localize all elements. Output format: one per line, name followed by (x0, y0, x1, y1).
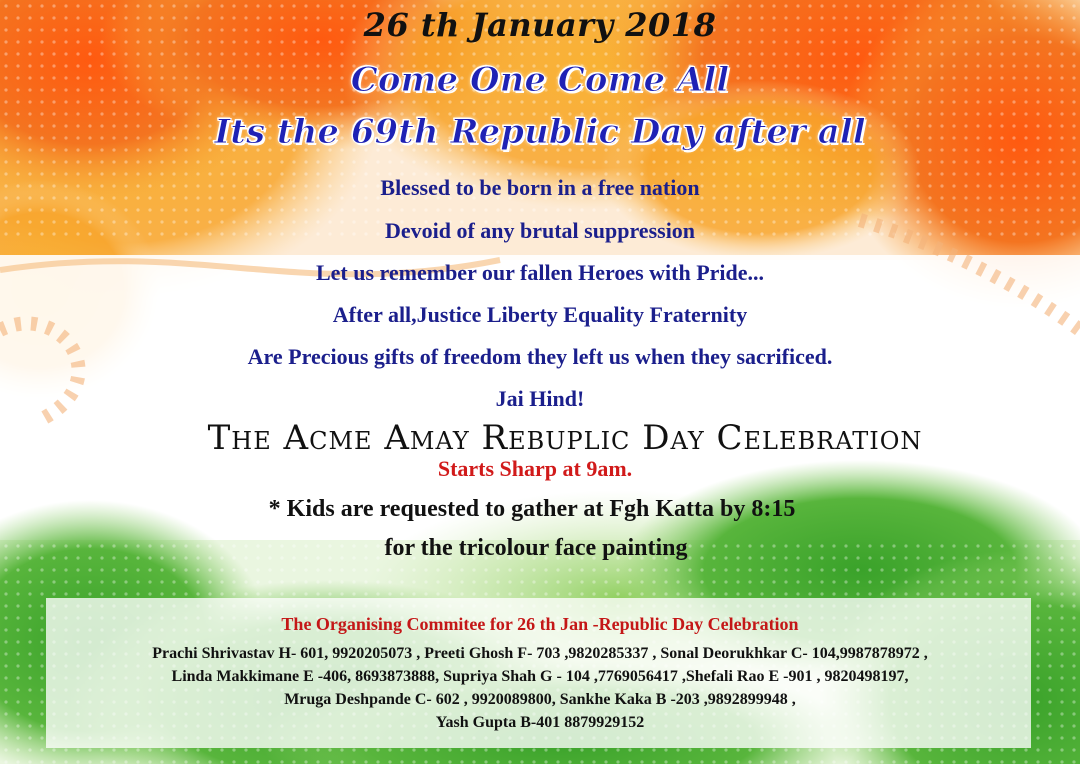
poem-line: Let us remember our fallen Heroes with Pride... (315, 260, 765, 285)
poem-line: Blessed to be born in a free nation (380, 175, 700, 200)
event-title: The Acme Amay Rebuplic Day Celebration (207, 418, 923, 458)
committee-members-line: Mruga Deshpande C- 602 , 9920089800, Sankhe Kaka B -203 ,9892899948 , (284, 691, 796, 708)
headline-republic-day: Its the 69th Republic Day after all (214, 112, 866, 152)
start-time: Starts Sharp at 9am. (437, 456, 633, 481)
committee-members-line: Linda Makkimane E -406, 8693873888, Supriya Shah G - 104 ,7769056417 ,Shefali Rao E -901 , 9820498197, (171, 668, 909, 685)
committee-title: The Organising Commitee for 26 th Jan -Republic Day Celebration (281, 614, 799, 634)
committee-members-line: Yash Gupta B-401 8879929152 (435, 714, 645, 731)
headline-come-one: Come One Come All (350, 60, 730, 100)
poem-line: Are Precious gifts of freedom they left us when they sacrificed. (247, 344, 833, 369)
kids-note: * Kids are requested to gather at Fgh Katta by 8:15 (268, 496, 796, 522)
kids-note-continued: for the tricolour face painting (384, 535, 688, 561)
poem-line: After all,Justice Liberty Equality Fraternity (332, 302, 748, 327)
committee-members-line: Prachi Shrivastav H- 601, 9920205073 , Preeti Ghosh F- 703 ,9820285337 , Sonal Deorukhkar C- 104,9987878972 , (152, 645, 928, 662)
poem-line: Devoid of any brutal suppression (384, 218, 696, 243)
event-date: 26 th January 2018 (363, 6, 717, 44)
poem-line-jai-hind: Jai Hind! (495, 386, 585, 411)
